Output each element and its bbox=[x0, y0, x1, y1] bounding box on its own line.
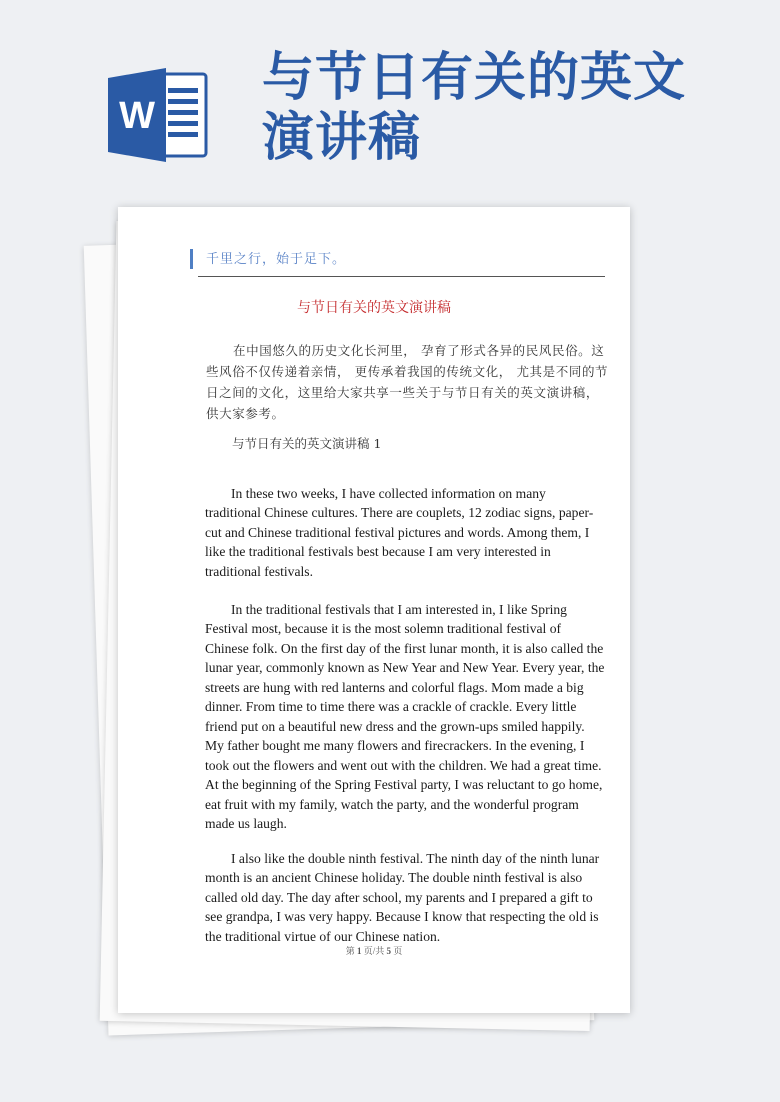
word-logo-icon bbox=[108, 68, 208, 162]
document-page bbox=[118, 207, 630, 1013]
footer-middle: 页/共 bbox=[363, 946, 385, 956]
body-paragraph: I also like the double ninth festival. The ninth day of the ninth lunar month is an ancient Chinese holiday. The double ninth festival is also called old day. The day after school, my parents and I prepared a gift to see grandpa, I was very happy. Because I know that respecting the old is the traditional virtue of our Chinese nation. bbox=[205, 850, 600, 944]
header-divider bbox=[198, 276, 605, 277]
header-accent-bar bbox=[190, 249, 193, 269]
header-motto: 千里之行，始于足下。 bbox=[206, 252, 347, 267]
body-paragraph: In these two weeks, I have collected information on many traditional Chinese cultures. There are couplets, 12 zodiac signs, paper-cut and Chinese traditional festival pictures and words. Among them, I like the traditional festivals best because I am very interested in traditional festivals. bbox=[205, 485, 594, 579]
footer-total-pages: 5 bbox=[386, 946, 391, 956]
body-paragraph: In the traditional festivals that I am interested in, I like Spring Festival most, because it is the most solemn traditional festival of Chinese folk. On the first day of the first lunar month, it is also called the lunar year, commonly known as New Year and New Year. Every year, the streets are hung with red lanterns and colorful flags. Mom made a big dinner. From time to time there was a crackle of crackle. Every little friend put on a beautiful new dress and the grown-ups smiled happily. My father bought me many flowers and firecrackers. In the evening, I took out the flowers and went out with the children. We had a great time. At the beginning of the Spring Festival party, I was reluctant to go home, eat fruit with my family, watch the party, and the wonderful program made us laugh. bbox=[205, 601, 605, 832]
page-footer bbox=[118, 944, 630, 957]
banner-title-line2: 演讲稿 bbox=[262, 108, 422, 168]
banner-title bbox=[262, 48, 762, 168]
logo-letter: W bbox=[119, 95, 155, 137]
footer-suffix: 页 bbox=[393, 946, 403, 956]
section-heading: 与节日有关的英文演讲稿 1 bbox=[232, 436, 382, 451]
footer-current-page: 1 bbox=[356, 946, 362, 956]
intro-paragraph: 在中国悠久的历史文化长河里， 孕育了形式各异的民风民俗。这些风俗不仅传递着亲情， 更传承着我国的传统文化， 尤其是不同的节日之间的文化，这里给大家共享一些关于与节日有关的英文演讲稿，供大家参考。 bbox=[206, 343, 609, 421]
document-title: 与节日有关的英文演讲稿 bbox=[297, 300, 451, 316]
banner-title-line1: 与节日有关的英文 bbox=[262, 48, 687, 108]
footer-prefix: 第 bbox=[345, 946, 355, 956]
